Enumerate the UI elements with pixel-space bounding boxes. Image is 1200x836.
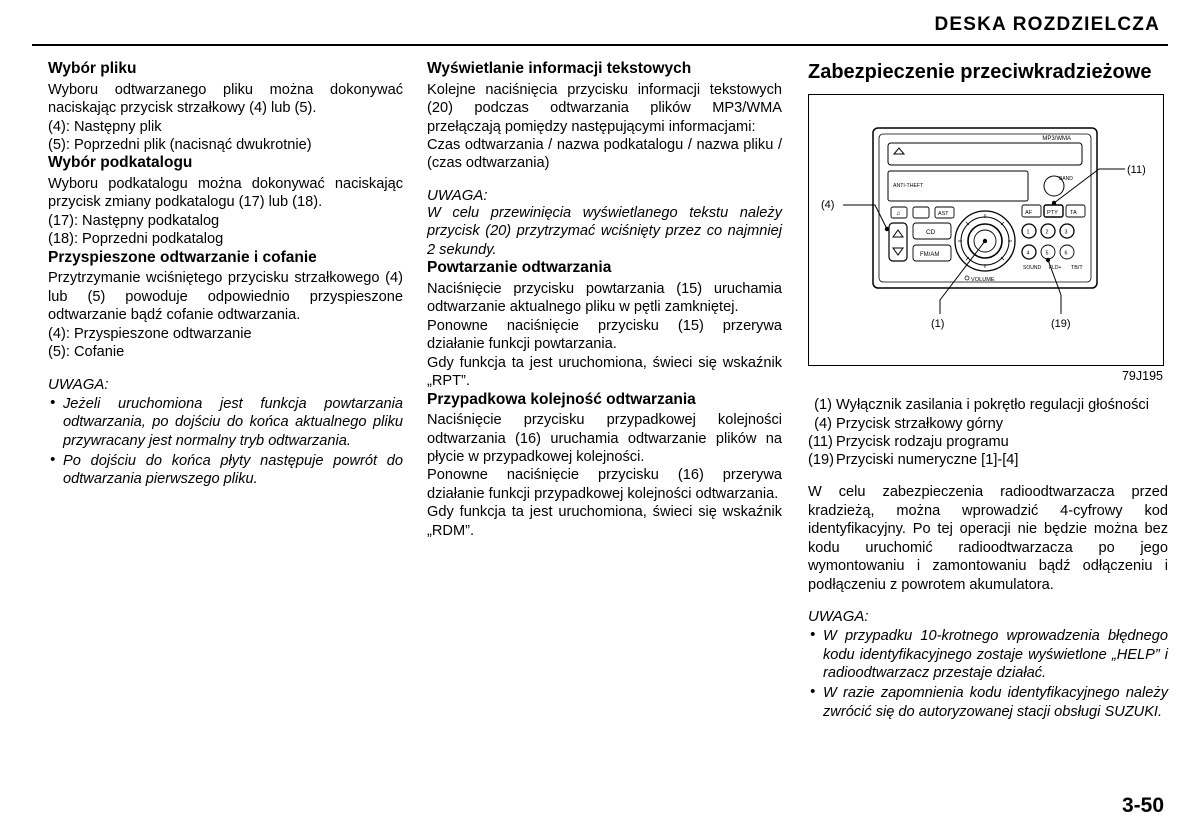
paragraph: (4): Przyspieszone odtwarzanie: [48, 325, 252, 342]
legend-number: (1): [814, 397, 832, 414]
paragraph: (17): Następny podkatalog: [48, 212, 220, 229]
label-ast: AST: [938, 211, 949, 218]
header-divider: [32, 44, 1168, 46]
note-bullet-list: [48, 395, 403, 489]
paragraph: Naciśnięcie przycisku powtarzania (15) uruchamia odtwarzanie aktualnego pliku w pętli zamkniętej.: [427, 280, 782, 316]
paragraph: Wyboru podkatalogu można dokonywać naciskając przycisk zmiany podkatalogu (17) lub (18).: [48, 176, 403, 211]
list-item: • Po dojściu do końca płyty następuje powrót do odtwarzania pierwszego pliku.: [48, 452, 403, 489]
preset-6: 6: [1064, 250, 1068, 257]
paragraph: Czas odtwarzania / nazwa podkatalogu / nazwa pliku / (czas odtwarzania): [427, 136, 782, 172]
legend-number: (11): [808, 433, 833, 450]
label-tbt: TB/T: [1071, 265, 1083, 272]
label-sound: SOUND: [1023, 265, 1042, 272]
preset-1: 1: [1026, 229, 1030, 236]
label-fld: FLD+: [1049, 265, 1062, 272]
label-fm-am: FM/AM: [920, 252, 940, 259]
section-heading-folder-select: Wybór podkatalogu: [48, 154, 193, 172]
section-heading-text-info: Wyświetlanie informacji tekstowych: [427, 60, 692, 77]
page-header: [0, 14, 1200, 36]
legend-text: Wyłącznik zasilania i pokrętło regulacji głośności: [836, 397, 1149, 414]
body-paragraph-block: [808, 483, 1168, 594]
list-item: • Jeżeli uruchomiona jest funkcja powtarzania odtwarzania, po dojściu do końca aktualnego pliku przywracany jest normalny tryb odtwarzania.: [48, 395, 403, 450]
label-pty: PTY: [1047, 210, 1058, 217]
callout-1: (1): [931, 318, 945, 331]
label-band: BAND: [1059, 176, 1073, 183]
label-anti-theft: ANTI-THEFT: [893, 183, 924, 190]
label-volume: VOLUME: [971, 277, 995, 284]
section-heading-fast-forward: Przyspieszone odtwarzanie i cofanie: [48, 248, 317, 266]
note-title: UWAGA:: [427, 186, 488, 204]
preset-2: 2: [1045, 229, 1049, 236]
column-middle: [427, 60, 782, 540]
figure-legend: [808, 396, 1168, 469]
paragraph: W celu zabezpieczenia radioodtwarzacza przed kradzieżą, można wprowadzić 4-cyfrowy kod identyfikacyjny. Po tej operacji nie będzie można bez kodu uruchomić radioodtwarzacza po jego wymontowaniu i zamontowaniu bądź odłączeniu i podłączeniu z powrotem akumulatora.: [808, 484, 1168, 593]
note-title: UWAGA:: [48, 375, 109, 393]
preset-3: 3: [1064, 229, 1068, 236]
legend-entry: [808, 433, 1168, 451]
figure-code: 79J195: [1121, 369, 1163, 384]
radio-figure: [808, 94, 1164, 384]
preset-5: 5: [1045, 250, 1049, 257]
paragraph: Ponowne naciśnięcie przycisku (16) przerywa działanie funkcji przypadkowej kolejności odtwarzania.: [427, 467, 782, 502]
paragraph: Przytrzymanie wciśniętego przycisku strzałkowego (4) lub (5) powoduje odpowiednio przyspieszone odtwarzanie bądź cofanie odtwarzania.: [48, 270, 403, 324]
page-title: Zabezpieczenie przeciwkradzieżowe: [808, 61, 1152, 83]
note-bullet-list: [808, 627, 1168, 721]
header-title: DESKA ROZDZIELCZA: [934, 14, 1160, 35]
section-heading-file-select: Wybór pliku: [48, 60, 137, 77]
column-right: [808, 60, 1168, 721]
column-left: [48, 60, 403, 489]
preset-4: 4: [1026, 250, 1030, 257]
legend-entry: [808, 451, 1168, 469]
label-ta: TA: [1070, 210, 1077, 217]
label-mp3-wma: MP3/WMA: [1042, 136, 1071, 143]
label-cd: CD: [926, 229, 936, 237]
legend-text: Przycisk rodzaju programu: [836, 433, 1009, 450]
paragraph: (5): Poprzedni plik (nacisnąć dwukrotnie): [48, 136, 312, 153]
paragraph: (4): Następny plik: [48, 118, 162, 135]
legend-text: Przycisk strzałkowy górny: [836, 415, 1004, 432]
paragraph: (18): Poprzedni podkatalog: [48, 231, 224, 248]
label-af: AF: [1025, 210, 1033, 217]
list-item: • W razie zapomnienia kodu identyfikacyjnego należy zwrócić się do autoryzowanej stacji obsługi SUZUKI.: [808, 684, 1168, 721]
radio-illustration: [809, 95, 1162, 364]
legend-number: (4): [814, 415, 832, 432]
paragraph: Ponowne naciśnięcie przycisku (15) przerywa działanie funkcji powtarzania.: [427, 317, 782, 353]
list-item: • W przypadku 10-krotnego wprowadzenia błędnego kodu identyfikacyjnego zostaje wyświetlone „HELP” i radioodtwarzacz przestaje działać.: [808, 627, 1168, 682]
paragraph: Wyboru odtwarzanego pliku można dokonywać naciskając przycisk strzałkowy (4) lub (5).: [48, 81, 403, 117]
paragraph: Gdy funkcja ta jest uruchomiona, świeci się wskaźnik „RDM”.: [427, 504, 782, 539]
callout-4: (4): [821, 199, 835, 212]
callout-11: (11): [1127, 164, 1146, 177]
section-heading-repeat: Powtarzanie odtwarzania: [427, 259, 612, 277]
paragraph: Naciśnięcie przycisku przypadkowej kolejności odtwarzania (16) uruchamia odtwarzanie plików na płycie w przypadkowej kolejności.: [427, 412, 782, 466]
note-title: UWAGA:: [808, 608, 869, 626]
legend-number: (19): [808, 452, 834, 469]
legend-entry: [808, 415, 1168, 433]
section-heading-random: Przypadkowa kolejność odtwarzania: [427, 390, 696, 408]
note-text: W celu przewinięcia wyświetlanego tekstu należy przycisk (20) przytrzymać wciśnięty przez co najmniej 2 sekundy.: [427, 204, 782, 258]
page-number: 3-50: [1121, 794, 1164, 817]
paragraph: (5): Cofanie: [48, 344, 125, 361]
callout-19: (19): [1051, 318, 1071, 331]
icon-music-note: ♫: [896, 211, 901, 218]
legend-text: Przyciski numeryczne [1]-[4]: [836, 452, 1019, 469]
legend-entry: [808, 396, 1168, 414]
paragraph: Kolejne naciśnięcia przycisku informacji tekstowych (20) podczas odtwarzania plików MP3/WMA przełączają pomiędzy następującymi informacjami:: [427, 81, 782, 135]
paragraph: Gdy funkcja ta jest uruchomiona, świeci się wskaźnik „RPT”.: [427, 354, 782, 390]
